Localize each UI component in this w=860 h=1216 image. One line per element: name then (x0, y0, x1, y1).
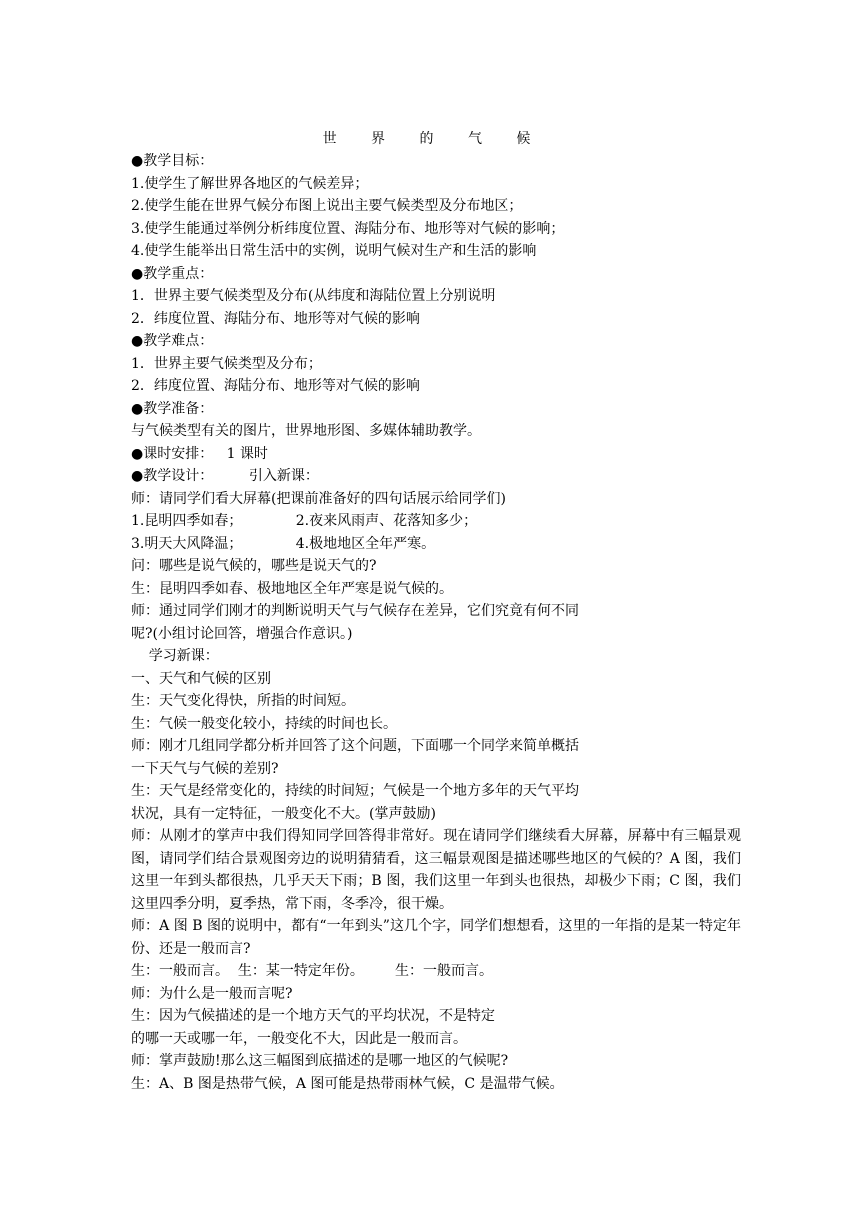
dialogue-line: 生：A、B 图是热带气候，A 图可能是热带雨林气候，C 是温带气候。 (131, 1075, 564, 1092)
section-heading-objectives: ●教学目标： (131, 153, 214, 169)
dialogue-line: 师：刚才几组同学都分析并回答了这个问题，下面哪一个同学来简单概括 (131, 738, 579, 754)
difficulty-item: 2．纬度位置、海陆分布、地形等对气候的影响 (131, 378, 420, 394)
schedule-line: ●课时安排： 1 课时 (131, 445, 268, 462)
dialogue-paragraph: 师：A 图 B 图的说明中，都有“一年到头”这几个字，同学们想想看，这里的一年指的是某一特定年份、还是一般而言? (131, 918, 741, 957)
new-lesson-heading: 学习新课： (131, 648, 219, 664)
dialogue-line: 师：为什么是一般而言呢? (131, 985, 293, 1002)
objective-item: 2.使学生能在世界气候分布图上说出主要气候类型及分布地区； (131, 198, 523, 214)
key-point-item: 1．世界主要气候类型及分布(从纬度和海陆位置上分别说明 (131, 288, 496, 304)
section-heading-weather-climate: 一、天气和气候的区别 (131, 670, 271, 687)
key-point-item: 2．纬度位置、海陆分布、地形等对气候的影响 (131, 310, 420, 327)
dialogue-line: 呢?(小组讨论回答，增强合作意识。) (131, 625, 353, 642)
dialogue-line: 生：天气变化得快，所指的时间短。 (131, 693, 355, 709)
dialogue-line: 师：掌声鼓励!那么这三幅图到底描述的是哪一地区的气候呢? (131, 1053, 509, 1069)
section-heading-preparation: ●教学准备： (131, 400, 214, 417)
example-sentences: 1.昆明四季如春； 2.夜来风雨声、花落知多少； (131, 513, 478, 529)
dialogue-line: 的哪一天或哪一年，一般变化不大，因此是一般而言。 (131, 1030, 467, 1047)
dialogue-line: 状况，具有一定特征，一般变化不大。(掌声鼓励) (131, 805, 436, 822)
objective-item: 4.使学生能举出日常生活中的实例，说明气候对生产和生活的影响 (131, 243, 537, 259)
dialogue-line: 师：请同学们看大屏幕(把课前准备好的四句话展示给同学们) (131, 490, 506, 507)
preparation-text: 与气候类型有关的图片，世界地形图、多媒体辅助教学。 (131, 423, 481, 439)
dialogue-line: 生：一般而言。 生：某一特定年份。 生：一般而言。 (131, 963, 494, 979)
design-heading: ●教学设计： 引入新课： (131, 468, 319, 484)
section-heading-difficulties: ●教学难点： (131, 333, 214, 349)
dialogue-line: 生：因为气候描述的是一个地方天气的平均状况，不是特定 (131, 1008, 495, 1024)
dialogue-line: 生：昆明四季如春、极地地区全年严寒是说气候的。 (131, 580, 453, 597)
dialogue-line: 师：通过同学们刚才的判断说明天气与气候存在差异，它们究竟有何不同 (131, 603, 579, 619)
section-heading-key-points: ●教学重点： (131, 265, 214, 282)
document-title: 世 界 的 气 候 (322, 131, 546, 147)
objective-item: 1.使学生了解世界各地区的气候差异； (131, 175, 369, 192)
dialogue-line: 一下天气与气候的差别? (131, 760, 279, 777)
difficulty-item: 1．世界主要气候类型及分布； (131, 355, 322, 372)
document-body (131, 150, 741, 1095)
dialogue-line: 生：天气是经常变化的，持续的时间短；气候是一个地方多年的天气平均 (131, 783, 579, 799)
dialogue-paragraph: 师：从刚才的掌声中我们得知同学回答得非常好。现在请同学们继续看大屏幕，屏幕中有三幅景观图，请同学们结合景观图旁边的说明猜猜看，这三幅景观图是描述哪些地区的气候的？A 图，我们这里一年到头都很热，几乎天天下雨；B 图，我们这里一年到头也很热，却极少下雨；C 图，我们这里四季分明，夏季热，常下雨，冬季冷，很干燥。 (131, 828, 741, 912)
dialogue-line: 生：气候一般变化较小，持续的时间也长。 (131, 715, 397, 732)
example-sentences: 3.明天大风降温； 4.极地地区全年严寒。 (131, 535, 436, 552)
objective-item: 3.使学生能通过举例分析纬度位置、海陆分布、地形等对气候的影响； (131, 220, 565, 237)
dialogue-line: 问：哪些是说气候的，哪些是说天气的? (131, 558, 377, 574)
